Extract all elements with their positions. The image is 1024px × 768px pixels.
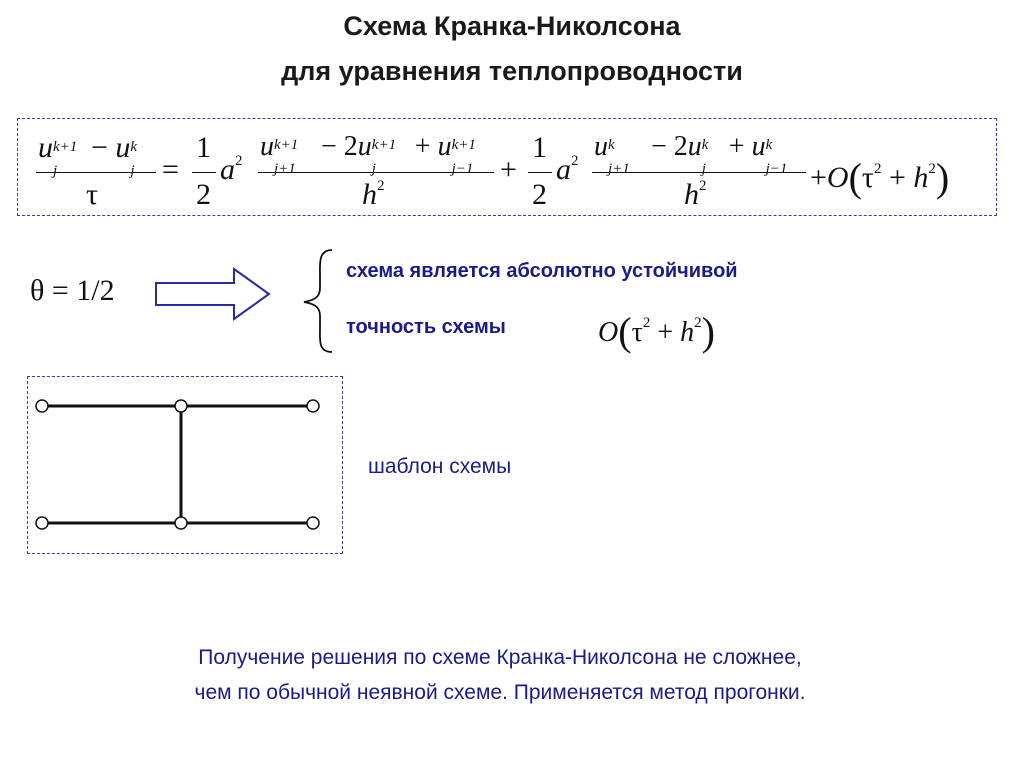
term2-fraction-bar	[592, 172, 806, 173]
half-numerator-1: 1	[196, 131, 211, 164]
stencil-diagram	[27, 376, 343, 554]
accuracy-label: точность схемы	[346, 316, 506, 338]
term2-numerator: u k j+1 − 2u k j + u k j−1	[594, 131, 788, 177]
order-term: $+O(\tau^2 + h^2)$	[810, 155, 950, 200]
term1-denominator: $h^2$	[362, 178, 385, 211]
stencil-node-bottom-left	[36, 517, 48, 529]
half-denominator-1: 2	[196, 178, 211, 211]
theta-expression: θ = 1/2	[30, 274, 115, 307]
page-subtitle: для уравнения теплопроводности	[281, 56, 743, 86]
stability-statement: схема является абсолютно устойчивой	[346, 260, 738, 282]
half-numerator-2: 1	[532, 131, 547, 164]
stencil-node-top-right	[307, 400, 319, 412]
term1-fraction-bar	[258, 172, 494, 173]
curly-brace-icon	[298, 246, 338, 356]
bottom-note-line2: чем по обычной неявной схеме. Применяется метод прогонки.	[194, 681, 806, 704]
stencil-node-top-left	[36, 400, 48, 412]
lhs-fraction-bar	[36, 172, 156, 173]
term1-numerator: u k+1 j+1 − 2u k+1 j + u k+1 j−1	[260, 131, 476, 177]
stencil-node-top-center	[175, 400, 187, 412]
accuracy-expression: $O(\tau^2 + h^2)$	[598, 309, 715, 354]
term2-denominator: $h^2$	[684, 178, 707, 211]
half-bar-2	[528, 172, 552, 173]
half-denominator-2: 2	[532, 178, 547, 211]
bottom-note-line1: Получение решения по схеме Кранка-Николсона не сложнее,	[198, 646, 802, 669]
a-squared-2: $a^2$	[556, 153, 579, 186]
right-arrow-icon	[154, 266, 274, 326]
half-bar-1	[192, 172, 216, 173]
crank-nicolson-formula	[0, 0, 1024, 230]
equals-sign: =	[162, 153, 179, 186]
lhs-denominator: τ	[86, 178, 99, 211]
a-squared-1: $a^2$	[220, 153, 243, 186]
stencil-node-bottom-right	[307, 517, 319, 529]
page-title: Схема Кранка-Николсона	[343, 11, 681, 41]
lhs-numerator: u k+1 j − u k j	[38, 131, 138, 179]
plus-sign: +	[500, 153, 517, 186]
stencil-node-bottom-center	[175, 517, 187, 529]
stencil-label: шаблон схемы	[368, 455, 512, 478]
